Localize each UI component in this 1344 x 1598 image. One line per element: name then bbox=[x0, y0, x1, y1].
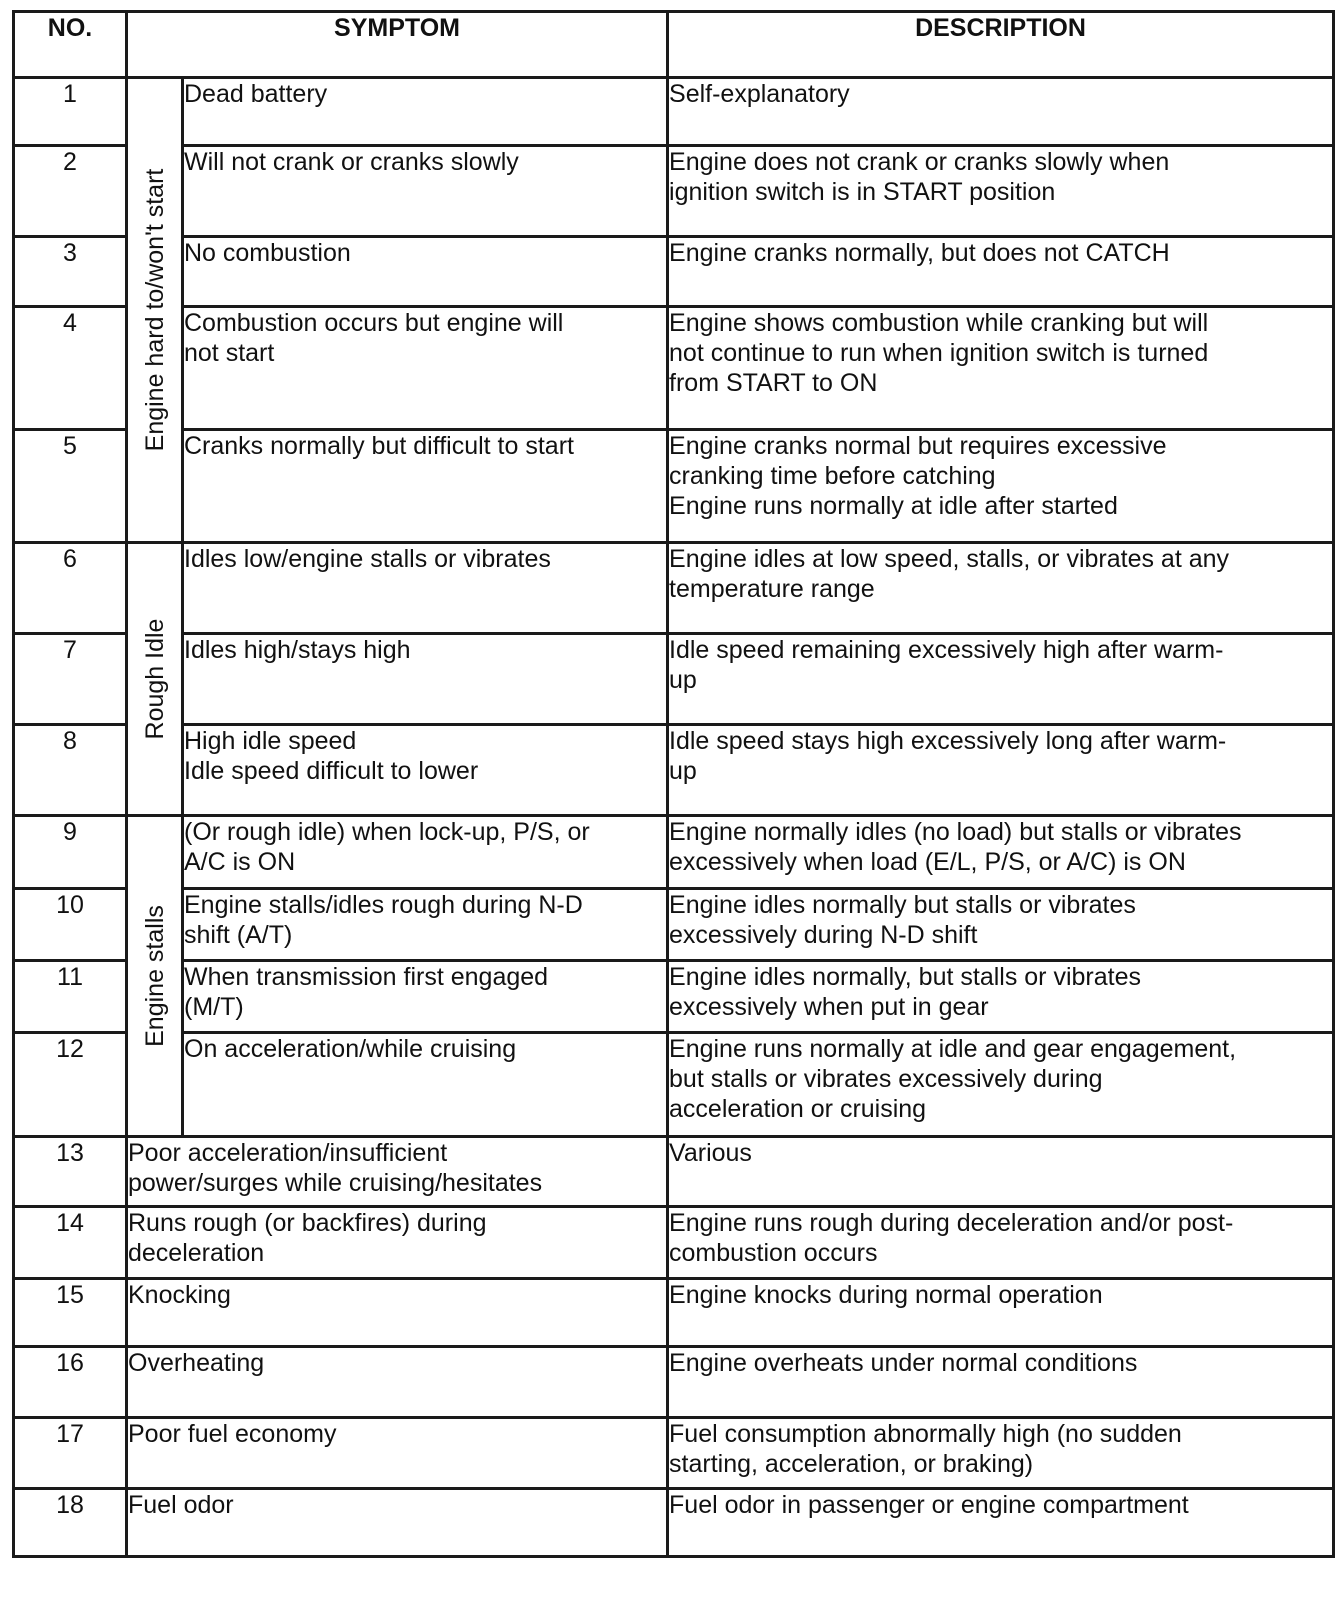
symptom-cell: (Or rough idle) when lock-up, P/S, or A/C is ON bbox=[183, 816, 668, 889]
row-number: 2 bbox=[14, 146, 127, 237]
description-cell: Engine idles at low speed, stalls, or vibrates at any temperature range bbox=[668, 543, 1334, 634]
table-row bbox=[14, 1033, 1334, 1137]
description-cell: Various bbox=[668, 1137, 1334, 1207]
symptom-cell: Dead battery bbox=[183, 78, 668, 146]
symptom-cell: Overheating bbox=[127, 1347, 668, 1418]
row-number: 6 bbox=[14, 543, 127, 634]
description-cell: Engine normally idles (no load) but stalls or vibrates excessively when load (E/L, P/S, or A/C) is ON bbox=[668, 816, 1334, 889]
description-cell: Engine shows combustion while cranking but will not continue to run when ignition switch is turned from START to ON bbox=[668, 307, 1334, 430]
group-engine-hard-to-start bbox=[127, 78, 183, 543]
description-cell: Engine runs rough during deceleration and/or post- combustion occurs bbox=[668, 1207, 1334, 1279]
row-number: 11 bbox=[14, 961, 127, 1033]
symptom-cell: On acceleration/while cruising bbox=[183, 1033, 668, 1137]
table-row bbox=[14, 1418, 1334, 1489]
row-number: 10 bbox=[14, 889, 127, 961]
row-number: 14 bbox=[14, 1207, 127, 1279]
row-number: 5 bbox=[14, 430, 127, 543]
table-row bbox=[14, 78, 1334, 146]
symptom-table bbox=[12, 10, 1335, 1558]
table-row bbox=[14, 237, 1334, 307]
table-row bbox=[14, 725, 1334, 816]
table-row bbox=[14, 1489, 1334, 1557]
table-row bbox=[14, 1207, 1334, 1279]
row-number: 18 bbox=[14, 1489, 127, 1557]
description-cell: Idle speed stays high excessively long after warm- up bbox=[668, 725, 1334, 816]
group-label: Engine hard to/won't start bbox=[140, 168, 169, 452]
symptom-table-sheet bbox=[12, 10, 1335, 1558]
symptom-cell: High idle speed Idle speed difficult to lower bbox=[183, 725, 668, 816]
description-cell: Engine overheats under normal conditions bbox=[668, 1347, 1334, 1418]
symptom-cell: Poor fuel economy bbox=[127, 1418, 668, 1489]
symptom-cell: When transmission first engaged (M/T) bbox=[183, 961, 668, 1033]
description-cell: Engine cranks normal but requires excessive cranking time before catching Engine runs normally at idle after started bbox=[668, 430, 1334, 543]
group-engine-stalls bbox=[127, 816, 183, 1137]
description-cell: Self-explanatory bbox=[668, 78, 1334, 146]
symptom-cell: Idles high/stays high bbox=[183, 634, 668, 725]
row-number: 16 bbox=[14, 1347, 127, 1418]
symptom-cell: Combustion occurs but engine will not start bbox=[183, 307, 668, 430]
row-number: 12 bbox=[14, 1033, 127, 1137]
table-row bbox=[14, 1347, 1334, 1418]
description-cell: Engine runs normally at idle and gear engagement, but stalls or vibrates excessively during acceleration or cruising bbox=[668, 1033, 1334, 1137]
row-number: 9 bbox=[14, 816, 127, 889]
group-label: Engine stalls bbox=[140, 905, 169, 1047]
header-description: DESCRIPTION bbox=[668, 12, 1334, 78]
row-number: 17 bbox=[14, 1418, 127, 1489]
table-row bbox=[14, 146, 1334, 237]
table-row bbox=[14, 634, 1334, 725]
description-cell: Idle speed remaining excessively high after warm- up bbox=[668, 634, 1334, 725]
description-cell: Fuel odor in passenger or engine compartment bbox=[668, 1489, 1334, 1557]
symptom-cell: No combustion bbox=[183, 237, 668, 307]
symptom-cell: Fuel odor bbox=[127, 1489, 668, 1557]
row-number: 4 bbox=[14, 307, 127, 430]
description-cell: Engine cranks normally, but does not CATCH bbox=[668, 237, 1334, 307]
symptom-cell: Cranks normally but difficult to start bbox=[183, 430, 668, 543]
group-label: Rough Idle bbox=[140, 618, 169, 740]
description-cell: Engine idles normally, but stalls or vibrates excessively when put in gear bbox=[668, 961, 1334, 1033]
header-no: NO. bbox=[14, 12, 127, 78]
row-number: 7 bbox=[14, 634, 127, 725]
header-row bbox=[14, 12, 1334, 78]
description-cell: Engine does not crank or cranks slowly when ignition switch is in START position bbox=[668, 146, 1334, 237]
description-cell: Fuel consumption abnormally high (no sudden starting, acceleration, or braking) bbox=[668, 1418, 1334, 1489]
description-cell: Engine idles normally but stalls or vibrates excessively during N-D shift bbox=[668, 889, 1334, 961]
row-number: 15 bbox=[14, 1279, 127, 1347]
table-row bbox=[14, 961, 1334, 1033]
header-symptom: SYMPTOM bbox=[127, 12, 668, 78]
symptom-cell: Knocking bbox=[127, 1279, 668, 1347]
row-number: 8 bbox=[14, 725, 127, 816]
symptom-cell: Poor acceleration/insufficient power/surges while cruising/hesitates bbox=[127, 1137, 668, 1207]
table-row bbox=[14, 1279, 1334, 1347]
symptom-cell: Idles low/engine stalls or vibrates bbox=[183, 543, 668, 634]
symptom-cell: Runs rough (or backfires) during deceleration bbox=[127, 1207, 668, 1279]
symptom-cell: Will not crank or cranks slowly bbox=[183, 146, 668, 237]
row-number: 3 bbox=[14, 237, 127, 307]
row-number: 13 bbox=[14, 1137, 127, 1207]
description-cell: Engine knocks during normal operation bbox=[668, 1279, 1334, 1347]
group-rough-idle bbox=[127, 543, 183, 816]
table-row bbox=[14, 889, 1334, 961]
symptom-cell: Engine stalls/idles rough during N-D shift (A/T) bbox=[183, 889, 668, 961]
table-row bbox=[14, 543, 1334, 634]
table-row bbox=[14, 1137, 1334, 1207]
row-number: 1 bbox=[14, 78, 127, 146]
table-row bbox=[14, 430, 1334, 543]
table-row bbox=[14, 307, 1334, 430]
table-row bbox=[14, 816, 1334, 889]
